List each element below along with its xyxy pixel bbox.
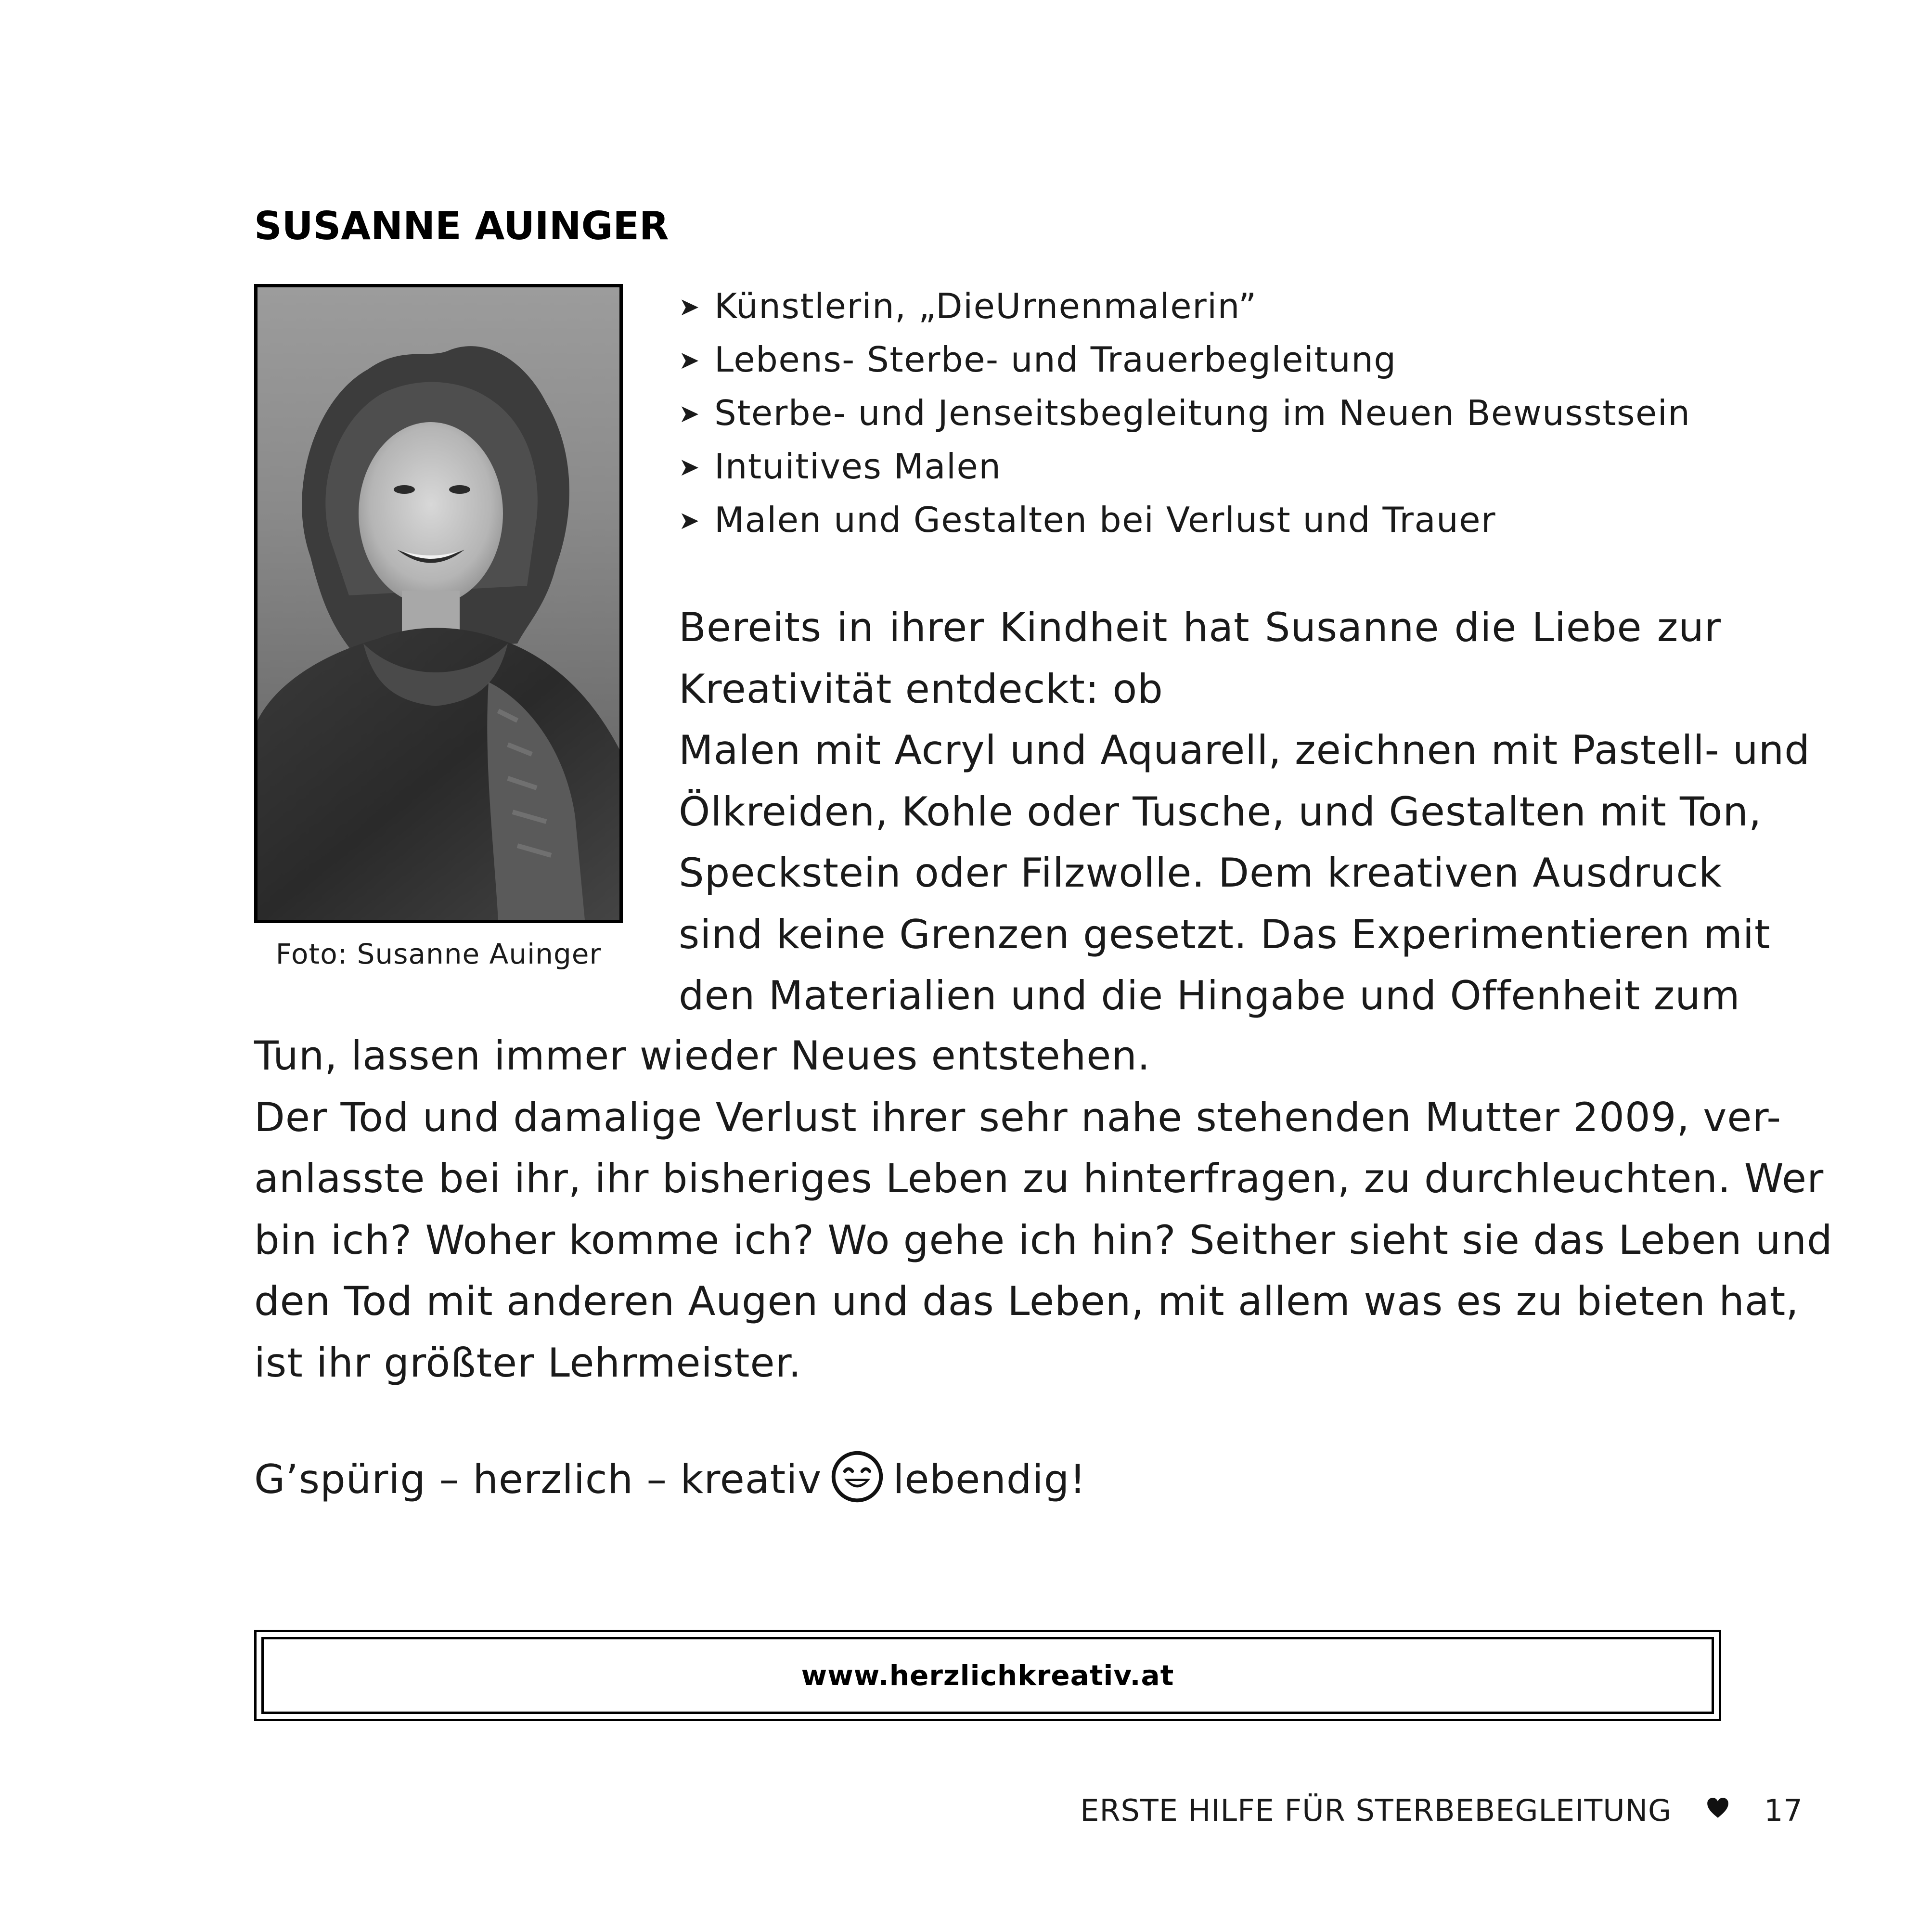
arrowhead-icon: ➤	[679, 399, 701, 428]
text-line: anlasste bei ihr, ihr bisheriges Leben zu hinterfragen, zu durchleuchten. Wer	[254, 1155, 1824, 1202]
page-number: 17	[1764, 1793, 1803, 1828]
slogan	[254, 1449, 1086, 1510]
role-list-item	[679, 387, 1690, 440]
role-list	[679, 280, 1690, 547]
role-list-item	[679, 280, 1690, 334]
text-line: Ölkreiden, Kohle oder Tusche, und Gestalten mit Ton,	[679, 788, 1762, 835]
website-box	[254, 1630, 1721, 1721]
heart-icon	[1705, 1796, 1730, 1821]
arrowhead-icon: ➤	[679, 453, 701, 482]
slogan-text-end: lebendig!	[893, 1456, 1086, 1503]
arrowhead-icon: ➤	[679, 346, 701, 375]
smiley-icon	[830, 1450, 884, 1504]
role-list-item	[679, 334, 1690, 387]
text-line: Kreativität entdeckt: ob	[679, 665, 1163, 712]
portrait-photo	[254, 284, 623, 923]
text-line: sind keine Grenzen gesetzt. Das Experimentieren mit	[679, 911, 1771, 958]
text-line: den Tod mit anderen Augen und das Leben, mit allem was es zu bieten hat,	[254, 1278, 1799, 1325]
text-line: Malen mit Acryl und Aquarell, zeichnen mit Pastell- und	[679, 727, 1810, 773]
website-box-inner	[261, 1637, 1714, 1714]
arrowhead-icon: ➤	[679, 506, 701, 535]
role-list-item-text: Sterbe- und Jenseitsbegleitung im Neuen Bewusstsein	[714, 393, 1691, 433]
biography-paragraph-1	[679, 597, 1810, 1027]
website-link[interactable]: www.herzlichkreativ.at	[801, 1659, 1174, 1692]
portrait-image	[258, 287, 619, 920]
text-line: Speckstein oder Filzwolle. Dem kreativen Ausdruck	[679, 850, 1723, 896]
text-line: Tun, lassen immer wieder Neues entstehen.	[254, 1032, 1151, 1079]
role-list-item-text: Künstlerin, „DieUrnenmalerin”	[714, 286, 1257, 326]
text-line: ist ihr größter Lehrmeister.	[254, 1339, 802, 1386]
text-line: Bereits in ihrer Kindheit hat Susanne die Liebe zur	[679, 604, 1721, 651]
text-line: bin ich? Woher komme ich? Wo gehe ich hin? Seither sieht sie das Leben und	[254, 1216, 1833, 1263]
photo-caption: Foto: Susanne Auinger	[275, 938, 602, 970]
text-line: Der Tod und damalige Verlust ihrer sehr nahe stehenden Mutter 2009, ver-	[254, 1094, 1782, 1141]
text-line: den Materialien und die Hingabe und Offenheit zum	[679, 972, 1740, 1019]
arrowhead-icon: ➤	[679, 293, 701, 322]
slogan-text-start: G’spürig – herzlich – kreativ	[254, 1456, 822, 1503]
author-heading: SUSANNE AUINGER	[254, 204, 669, 248]
footer-title: ERSTE HILFE FÜR STERBEBEGLEITUNG	[1080, 1793, 1672, 1828]
role-list-item	[679, 494, 1690, 547]
role-list-item	[679, 440, 1690, 494]
role-list-item-text: Intuitives Malen	[714, 446, 1002, 487]
role-list-item-text: Lebens- Sterbe- und Trauerbegleitung	[714, 339, 1397, 380]
role-list-item-text: Malen und Gestalten bei Verlust und Trauer	[714, 500, 1496, 540]
biography-paragraph-2	[254, 1025, 1833, 1393]
page-footer	[1080, 1793, 1803, 1828]
